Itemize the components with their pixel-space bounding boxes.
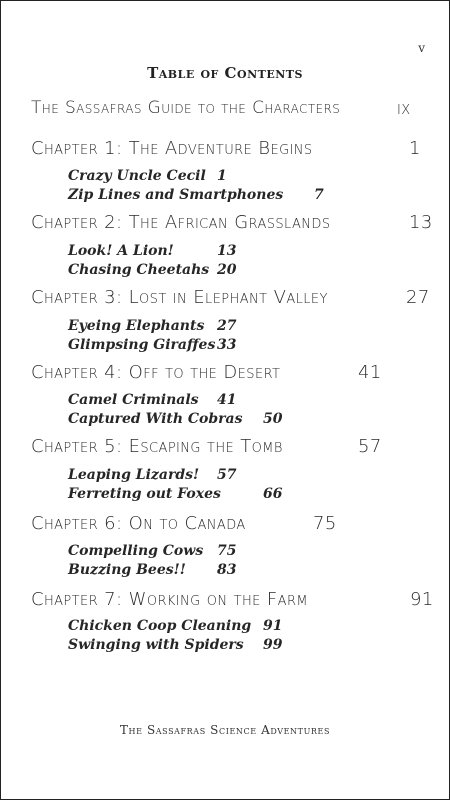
section-page: 66 xyxy=(263,486,283,502)
chapter-page: 75 xyxy=(313,513,337,534)
section-page: 57 xyxy=(217,467,237,483)
section-label: Swinging with Spiders xyxy=(68,637,244,653)
section-label: Look! A Lion! xyxy=(68,243,174,259)
section-label: Camel Criminals xyxy=(68,392,199,408)
section-page: 91 xyxy=(263,618,283,634)
section-label: Glimpsing Giraffes xyxy=(68,337,216,353)
section-label: Crazy Uncle Cecil xyxy=(68,168,206,184)
section-label: Compelling Cows xyxy=(68,543,204,559)
chapter-page: 27 xyxy=(406,287,430,308)
chapter-label: Chapter 4: Off to the Desert xyxy=(31,362,281,383)
section-page: 50 xyxy=(263,411,283,427)
chapter-label: Chapter 3: Lost in Elephant Valley xyxy=(31,287,328,308)
section-page: 99 xyxy=(263,637,283,653)
section-page: 83 xyxy=(217,562,237,578)
guide-page: ix xyxy=(397,98,411,119)
section-label: Zip Lines and Smartphones xyxy=(68,187,284,203)
chapter-label: Chapter 1: The Adventure Begins xyxy=(31,138,313,159)
chapter-page: 13 xyxy=(409,212,433,233)
section-label: Ferreting out Foxes xyxy=(68,486,221,502)
guide-label: The Sassafras Guide to the Characters xyxy=(31,98,341,118)
page-number: v xyxy=(418,41,425,55)
chapter-label: Chapter 2: The African Grasslands xyxy=(31,212,331,233)
section-label: Chasing Cheetahs xyxy=(68,262,210,278)
section-label: Leaping Lizards! xyxy=(68,467,200,483)
section-label: Buzzing Bees!! xyxy=(68,562,186,578)
section-page: 33 xyxy=(217,337,237,353)
section-page: 1 xyxy=(217,168,227,184)
chapter-label: Chapter 5: Escaping the Tomb xyxy=(31,436,283,457)
toc-title: Table of Contents xyxy=(147,64,303,82)
chapter-label: Chapter 6: On to Canada xyxy=(31,513,246,534)
section-label: Eyeing Elephants xyxy=(68,318,205,334)
chapter-page: 41 xyxy=(358,362,382,383)
book-series-footer: The Sassafras Science Adventures xyxy=(119,723,331,737)
chapter-page: 91 xyxy=(410,589,434,610)
section-label: Captured With Cobras xyxy=(68,411,243,427)
section-label: Chicken Coop Cleaning xyxy=(68,618,252,634)
chapter-label: Chapter 7: Working on the Farm xyxy=(31,589,308,610)
section-page: 41 xyxy=(217,392,237,408)
chapter-page: 57 xyxy=(358,436,382,457)
section-page: 27 xyxy=(217,318,237,334)
section-page: 7 xyxy=(314,187,324,203)
section-page: 13 xyxy=(217,243,237,259)
section-page: 20 xyxy=(217,262,237,278)
chapter-page: 1 xyxy=(409,138,421,159)
section-page: 75 xyxy=(217,543,237,559)
